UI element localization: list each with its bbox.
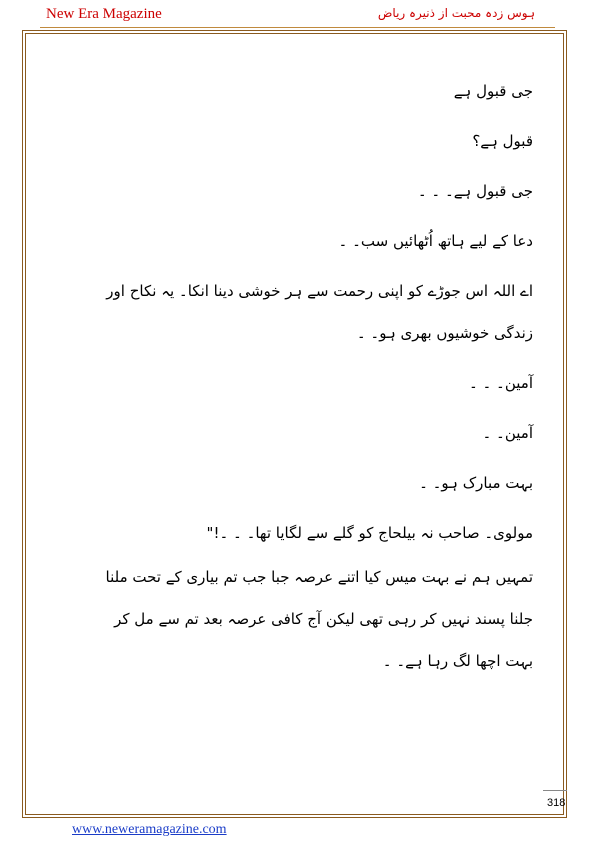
text-line: مولوی۔ صاحب نہ بیلحاج کو گلے سے لگایا تھا۔ ۔ ۔!" [206, 524, 533, 542]
book-title: ہوس زدہ محبت از ذنیرہ ریاض [377, 6, 535, 20]
text-line: جلنا پسند نہیں کر رہی تھی لیکن آج کافی عرصہ بعد تم سے مل کر [114, 610, 533, 628]
text-line: جی قبول ہے [453, 82, 533, 100]
text-line: تمہیں ہم نے بہت میس کیا اتنے عرصہ جبا جب تم بیاری کے تحت ملنا [105, 568, 533, 586]
text-line: بہت اچھا لگ رہا ہے۔ ۔ [382, 652, 533, 670]
story-text [60, 80, 533, 672]
website-link[interactable]: www.neweramagazine.com [72, 822, 227, 837]
text-line: بہت مبارک ہو۔ ۔ [419, 474, 533, 492]
magazine-name: New Era Magazine [46, 6, 162, 22]
text-line: اے اللہ اس جوڑے کو اپنی رحمت سے ہر خوشی دینا انکا۔ یہ نکاح اور [106, 282, 533, 300]
text-line: آمین۔ ۔ [482, 424, 533, 442]
text-line: آمین۔ ۔ ۔ [468, 374, 533, 392]
text-line: زندگی خوشیوں بھری ہو۔ ۔ [356, 324, 533, 342]
page-number-rule [543, 790, 567, 791]
text-line: قبول ہے؟ [472, 132, 533, 150]
page-number: 318 [547, 797, 566, 809]
text-line: جی قبول ہے۔ ۔ ۔ [417, 182, 533, 200]
text-line: دعا کے لیے ہاتھ اُٹھائیں سب۔ ۔ [338, 232, 533, 250]
header-divider [40, 27, 555, 28]
